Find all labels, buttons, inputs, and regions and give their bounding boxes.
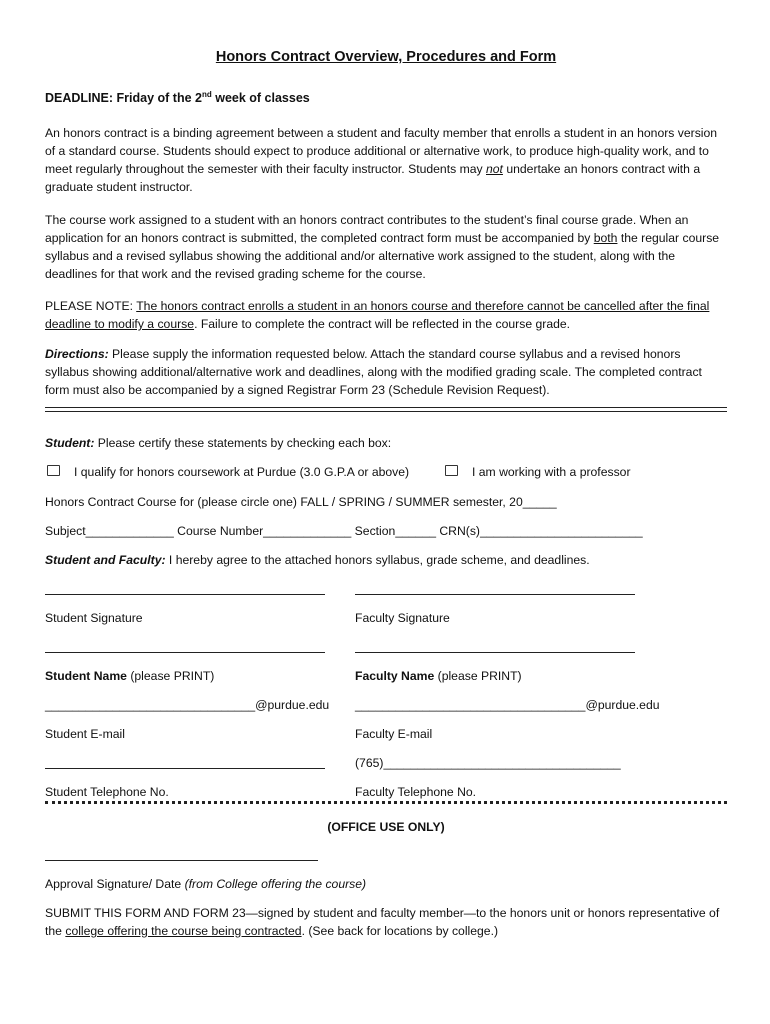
intro-p2-both: both bbox=[593, 231, 618, 245]
student-signature-label: Student Signature bbox=[45, 611, 143, 625]
faculty-name-line[interactable] bbox=[355, 652, 635, 653]
intro-p2-a: The course work assigned to a student with an honors contract contributes to the student’s final course grade. When an application for an honors contract is submitted, the completed contract form must be accompanied by bbox=[45, 213, 689, 245]
gpa-checkbox[interactable] bbox=[47, 465, 60, 476]
faculty-phone-label: Faculty Telephone No. bbox=[355, 785, 477, 799]
subject-course-line[interactable]: Subject_____________ Course Number_____________ Section______ CRN(s)________________________ bbox=[45, 524, 643, 538]
directions-text: Please supply the information requested below. Attach the standard course syllabus and a revised honors syllabus showing additional/alternative work and deadlines, along with the modified grading scale. The completed contract form must also be accompanied by a signed Registrar Form 23 (Schedule Revision Request). bbox=[45, 347, 702, 397]
intro-p1-not: not bbox=[486, 162, 503, 176]
professor-checkbox-label: I am working with a professor bbox=[472, 465, 631, 479]
faculty-phone-field[interactable]: (765)___________________________________ bbox=[355, 756, 621, 770]
student-name-line[interactable] bbox=[45, 652, 325, 653]
agreement-statement bbox=[45, 551, 590, 569]
course-semester-line[interactable]: Honors Contract Course for (please circle one) FALL / SPRING / SUMMER semester, 20_____ bbox=[45, 495, 557, 509]
intro-p1-a: An honors contract is a binding agreement between a student and faculty member that enrolls a student in an honors version of a standard course. Students should expect to produce additional or alternative work, to produce high-quality work, and to meet regularly throughout the semester with their faculty instructor. Students may bbox=[45, 126, 718, 176]
student-email-field[interactable]: _______________________________@purdue.edu bbox=[45, 698, 330, 712]
faculty-signature-line[interactable] bbox=[355, 594, 635, 595]
intro-p2-b: the regular course syllabus and a revised syllabus showing the additional and/or alternative work assigned to the student, along with the deadlines for that work and the revised grading scheme for the course. bbox=[45, 231, 720, 281]
approval-signature-label bbox=[45, 875, 366, 893]
approval-label-b: (from College offering the course) bbox=[184, 877, 367, 891]
faculty-email-field[interactable]: __________________________________@purdue.edu bbox=[355, 698, 660, 712]
approval-label-a: Approval Signature/ Date bbox=[45, 877, 185, 891]
deadline-suffix: week of classes bbox=[211, 91, 310, 105]
student-name-bold: Student Name bbox=[45, 669, 127, 683]
section-divider bbox=[45, 407, 727, 412]
student-name-label bbox=[45, 667, 214, 685]
intro-paragraph-2 bbox=[45, 211, 727, 283]
directions-label: Directions: bbox=[45, 347, 109, 361]
student-name-rest: (please PRINT) bbox=[126, 669, 215, 683]
faculty-name-bold: Faculty Name bbox=[355, 669, 435, 683]
directions bbox=[45, 345, 727, 399]
student-phone-line[interactable] bbox=[45, 768, 325, 769]
please-note bbox=[45, 297, 727, 333]
faculty-name-rest: (please PRINT) bbox=[434, 669, 522, 683]
intro-p1-b: undertake an honors contract with a graduate student instructor. bbox=[45, 162, 701, 194]
faculty-signature-label: Faculty Signature bbox=[355, 611, 450, 625]
deadline bbox=[45, 89, 310, 107]
student-signature-line[interactable] bbox=[45, 594, 325, 595]
submit-instructions bbox=[45, 904, 727, 940]
note-underlined: The honors contract enrolls a student in an honors course and therefore cannot be cancelled after the final deadline to modify a course bbox=[45, 299, 710, 331]
faculty-email-label: Faculty E-mail bbox=[355, 727, 433, 741]
student-email-label: Student E-mail bbox=[45, 727, 125, 741]
deadline-prefix: DEADLINE: Friday of the 2 bbox=[45, 91, 202, 105]
submit-a: SUBMIT THIS FORM AND FORM 23—signed by student and faculty member—to the honors unit or honors representative of the bbox=[45, 906, 720, 938]
faculty-name-label bbox=[355, 667, 522, 685]
student-cert-text: Please certify these statements by checking each box: bbox=[94, 436, 392, 450]
student-certify bbox=[45, 434, 391, 452]
submit-b: . (See back for locations by college.) bbox=[301, 924, 499, 938]
office-use-heading: (OFFICE USE ONLY) bbox=[327, 820, 445, 834]
intro-paragraph-1 bbox=[45, 124, 727, 196]
deadline-sup: nd bbox=[201, 89, 212, 99]
student-cert-label: Student: bbox=[45, 436, 95, 450]
note-label: PLEASE NOTE: bbox=[45, 299, 137, 313]
professor-checkbox[interactable] bbox=[445, 465, 458, 476]
agreement-text: I hereby agree to the attached honors syllabus, grade scheme, and deadlines. bbox=[165, 553, 590, 567]
approval-signature-line[interactable] bbox=[45, 860, 318, 861]
office-divider bbox=[45, 801, 727, 804]
page-title: Honors Contract Overview, Procedures and Form bbox=[215, 49, 557, 65]
submit-underlined: college offering the course being contracted bbox=[65, 924, 302, 938]
gpa-checkbox-label: I qualify for honors coursework at Purdue (3.0 G.P.A or above) bbox=[74, 465, 410, 479]
agreement-label: Student and Faculty: bbox=[45, 553, 166, 567]
student-phone-label: Student Telephone No. bbox=[45, 785, 169, 799]
note-rest: . Failure to complete the contract will be reflected in the course grade. bbox=[194, 317, 571, 331]
